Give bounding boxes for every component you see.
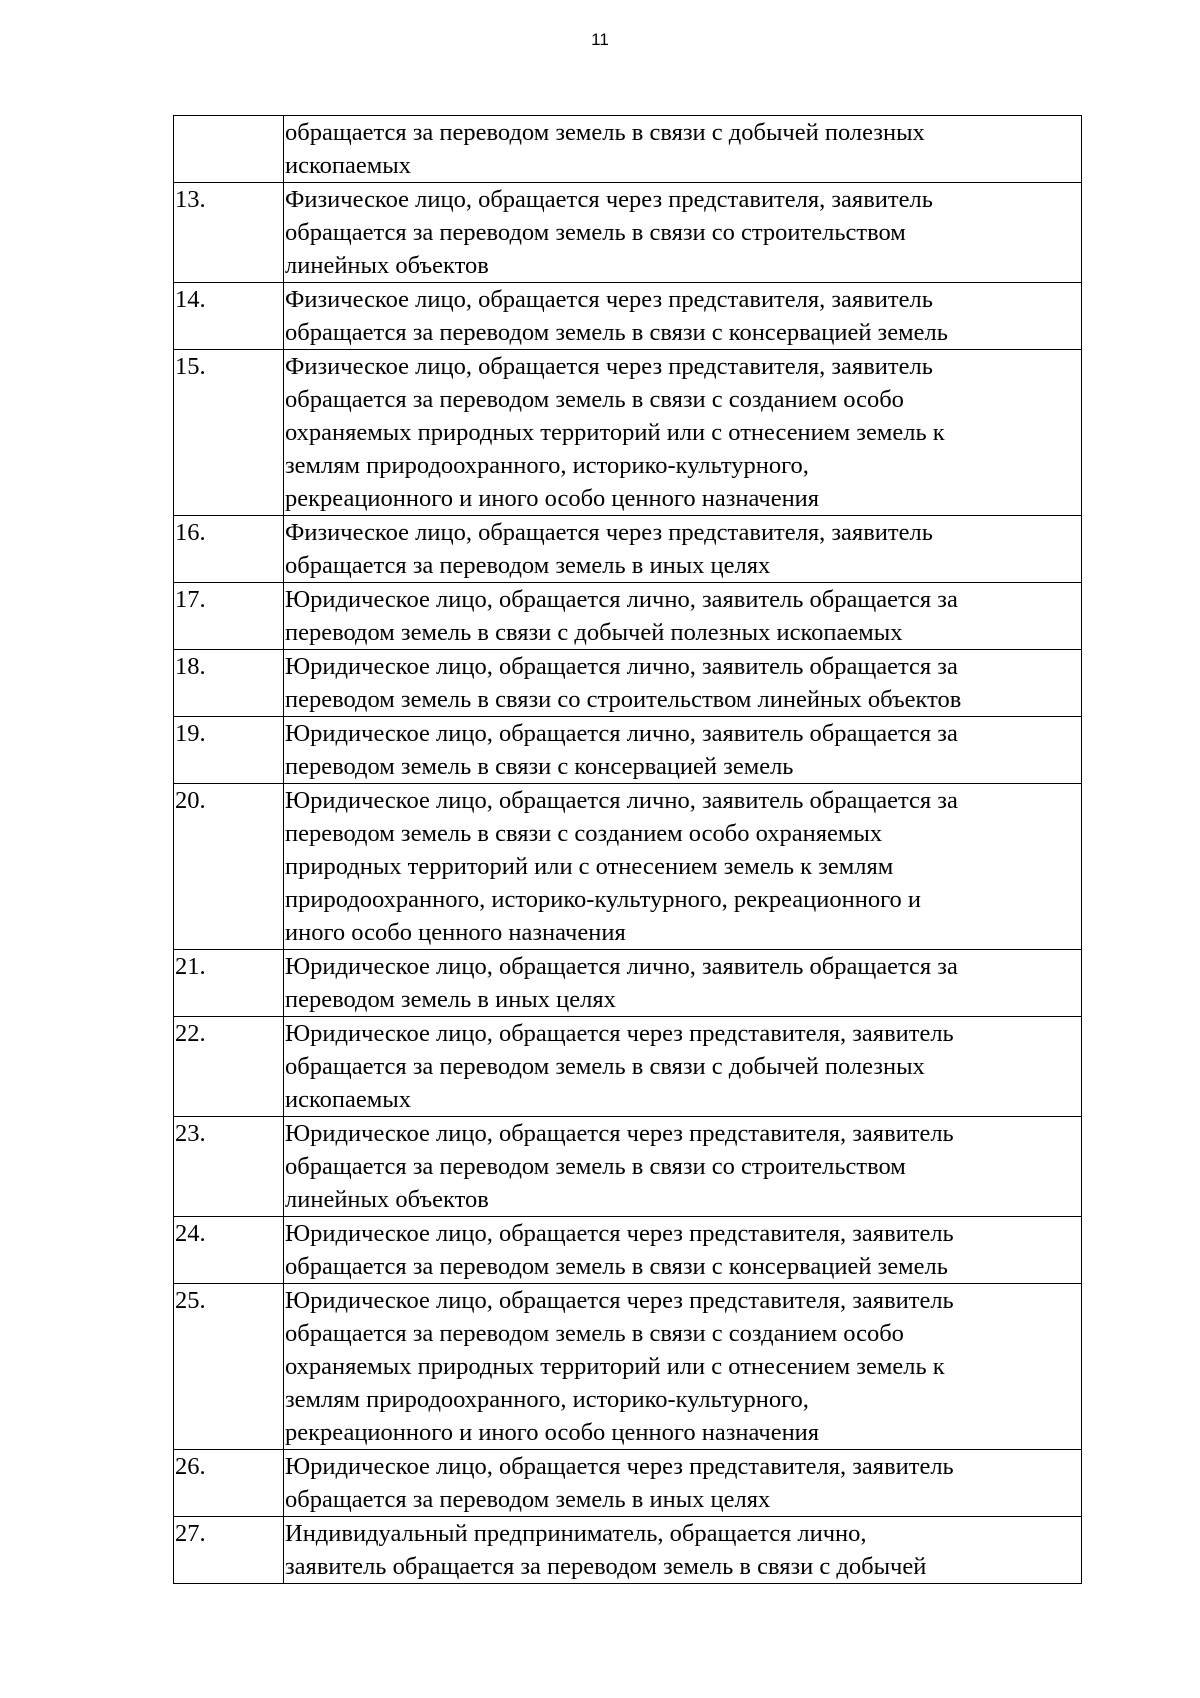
row-description xyxy=(284,350,1082,516)
description-line: Физическое лицо, обращается через представителя, заявитель xyxy=(285,286,933,313)
table-row xyxy=(174,1450,1082,1517)
description-line: заявитель обращается за переводом земель в связи с добычей xyxy=(285,1553,927,1580)
description-line: рекреационного и иного особо ценного назначения xyxy=(285,485,820,512)
row-number: 25. xyxy=(174,1284,284,1450)
table-row xyxy=(174,650,1082,717)
row-description xyxy=(284,650,1082,717)
description-line: Физическое лицо, обращается через представителя, заявитель xyxy=(285,519,933,546)
row-number: 13. xyxy=(174,183,284,283)
description-line: переводом земель в связи с консервацией земель xyxy=(285,753,794,780)
table-row xyxy=(174,1517,1082,1584)
row-number: 22. xyxy=(174,1017,284,1117)
description-line: обращается за переводом земель в связи с добычей полезных xyxy=(285,1053,925,1080)
row-number: 17. xyxy=(174,583,284,650)
description-line: природных территорий или с отнесением земель к землям xyxy=(285,853,894,880)
table-row xyxy=(174,717,1082,784)
description-line: природоохранного, историко-культурного, рекреационного и xyxy=(285,886,922,913)
description-line: Юридическое лицо, обращается лично, заявитель обращается за xyxy=(285,787,958,814)
row-number: 21. xyxy=(174,950,284,1017)
description-line: ископаемых xyxy=(285,152,411,179)
row-number: 18. xyxy=(174,650,284,717)
row-number: 27. xyxy=(174,1517,284,1584)
description-line: землям природоохранного, историко-культурного, xyxy=(285,452,809,479)
table-row xyxy=(174,350,1082,516)
row-number xyxy=(174,116,284,183)
row-description xyxy=(284,583,1082,650)
row-description xyxy=(284,717,1082,784)
row-number: 20. xyxy=(174,784,284,950)
row-number: 19. xyxy=(174,717,284,784)
table-row xyxy=(174,1117,1082,1217)
table-row xyxy=(174,183,1082,283)
description-line: обращается за переводом земель в связи со строительством xyxy=(285,1153,906,1180)
row-description xyxy=(284,1517,1082,1584)
table-row xyxy=(174,1017,1082,1117)
description-line: Юридическое лицо, обращается лично, заявитель обращается за xyxy=(285,720,958,747)
description-line: иного особо ценного назначения xyxy=(285,919,626,946)
table-row xyxy=(174,1217,1082,1284)
row-description xyxy=(284,1217,1082,1284)
table-row xyxy=(174,116,1082,183)
description-line: Индивидуальный предприниматель, обращается лично, xyxy=(285,1520,867,1547)
description-line: обращается за переводом земель в иных целях xyxy=(285,552,771,579)
row-description xyxy=(284,1117,1082,1217)
description-line: обращается за переводом земель в связи с консервацией земель xyxy=(285,319,948,346)
description-line: обращается за переводом земель в связи с добычей полезных xyxy=(285,119,925,146)
description-line: рекреационного и иного особо ценного назначения xyxy=(285,1419,820,1446)
description-line: обращается за переводом земель в иных целях xyxy=(285,1486,771,1513)
table-row xyxy=(174,784,1082,950)
description-line: линейных объектов xyxy=(285,1186,489,1213)
row-number: 16. xyxy=(174,516,284,583)
description-line: охраняемых природных территорий или с отнесением земель к xyxy=(285,1353,945,1380)
description-line: линейных объектов xyxy=(285,252,489,279)
description-line: Юридическое лицо, обращается через представителя, заявитель xyxy=(285,1287,954,1314)
description-line: обращается за переводом земель в связи с созданием особо xyxy=(285,386,904,413)
description-line: Юридическое лицо, обращается через представителя, заявитель xyxy=(285,1220,954,1247)
description-line: Юридическое лицо, обращается через представителя, заявитель xyxy=(285,1120,954,1147)
row-number: 24. xyxy=(174,1217,284,1284)
row-description xyxy=(284,283,1082,350)
description-line: Юридическое лицо, обращается лично, заявитель обращается за xyxy=(285,653,958,680)
description-line: обращается за переводом земель в связи с созданием особо xyxy=(285,1320,904,1347)
row-description xyxy=(284,784,1082,950)
row-description xyxy=(284,516,1082,583)
document-table xyxy=(173,115,1082,1584)
description-line: обращается за переводом земель в связи с консервацией земель xyxy=(285,1253,948,1280)
table-row xyxy=(174,1284,1082,1450)
table-row xyxy=(174,583,1082,650)
description-line: переводом земель в связи с добычей полезных ископаемых xyxy=(285,619,903,646)
description-line: Юридическое лицо, обращается лично, заявитель обращается за xyxy=(285,953,958,980)
description-line: переводом земель в связи со строительством линейных объектов xyxy=(285,686,962,713)
row-number: 15. xyxy=(174,350,284,516)
row-description xyxy=(284,1284,1082,1450)
row-description xyxy=(284,950,1082,1017)
row-number: 14. xyxy=(174,283,284,350)
description-line: переводом земель в иных целях xyxy=(285,986,616,1013)
description-line: Юридическое лицо, обращается через представителя, заявитель xyxy=(285,1020,954,1047)
page-number: 11 xyxy=(591,30,609,49)
row-number: 26. xyxy=(174,1450,284,1517)
description-line: Юридическое лицо, обращается через представителя, заявитель xyxy=(285,1453,954,1480)
description-line: переводом земель в связи с созданием особо охраняемых xyxy=(285,820,883,847)
row-number: 23. xyxy=(174,1117,284,1217)
description-line: Физическое лицо, обращается через представителя, заявитель xyxy=(285,353,933,380)
description-line: охраняемых природных территорий или с отнесением земель к xyxy=(285,419,945,446)
row-description xyxy=(284,1450,1082,1517)
description-line: обращается за переводом земель в связи со строительством xyxy=(285,219,906,246)
row-description xyxy=(284,183,1082,283)
description-line: Юридическое лицо, обращается лично, заявитель обращается за xyxy=(285,586,958,613)
row-description xyxy=(284,116,1082,183)
description-line: ископаемых xyxy=(285,1086,411,1113)
description-line: землям природоохранного, историко-культурного, xyxy=(285,1386,809,1413)
description-line: Физическое лицо, обращается через представителя, заявитель xyxy=(285,186,933,213)
row-description xyxy=(284,1017,1082,1117)
table-row xyxy=(174,516,1082,583)
table-row xyxy=(174,283,1082,350)
table-row xyxy=(174,950,1082,1017)
